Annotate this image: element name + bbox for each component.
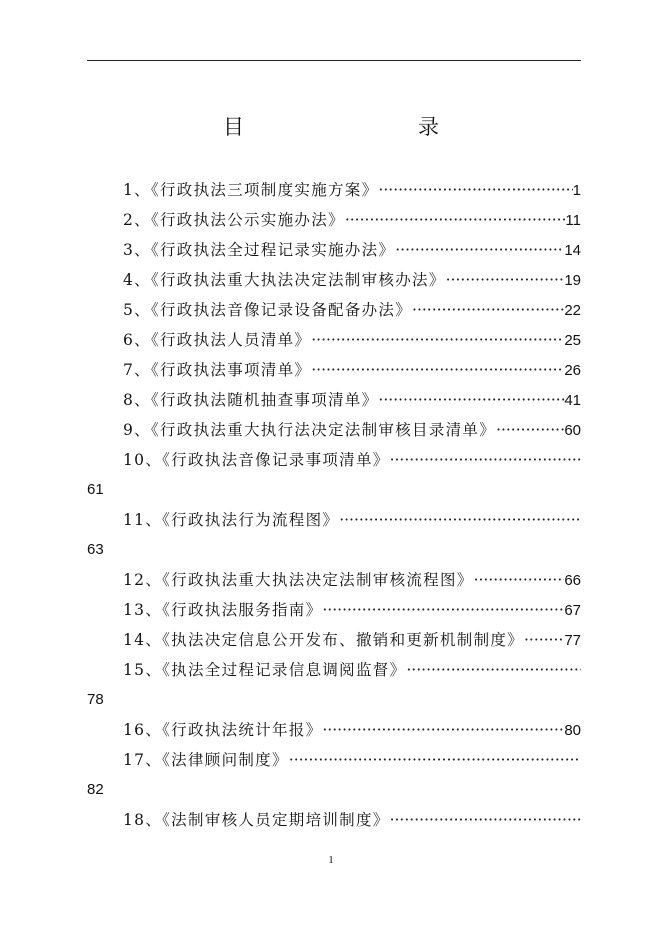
toc-entry-text: 17、《法律顾问制度》 xyxy=(123,751,289,769)
toc-entry-text: 3、《行政执法全过程记录实施办法》 xyxy=(123,241,396,259)
toc-page-number: 60 xyxy=(564,422,581,439)
toc-entry-1[interactable] xyxy=(87,175,581,205)
toc-entry-text: 6、《行政执法人员清单》 xyxy=(123,331,312,349)
toc-entry-text: 4、《行政执法重大执法决定法制审核办法》 xyxy=(123,271,446,289)
toc-entry-text: 12、《行政执法重大执法决定法制审核流程图》 xyxy=(123,571,474,589)
toc-entry-text: 14、《执法决定信息公开发布、撤销和更新机制制度》 xyxy=(123,631,524,649)
toc-entry-text: 9、《行政执法重大执行法决定法制审核目录清单》 xyxy=(123,421,497,439)
dot-leader xyxy=(311,325,564,355)
dot-leader xyxy=(524,625,564,655)
dot-leader xyxy=(406,655,581,685)
toc-entry-5[interactable] xyxy=(87,295,581,325)
toc-entry-10[interactable] xyxy=(87,445,581,475)
toc-page-number: 25 xyxy=(564,332,581,349)
header-rule xyxy=(87,60,581,61)
toc-entry-text: 11、《行政执法行为流程图》 xyxy=(123,511,340,529)
dot-leader xyxy=(322,595,564,625)
toc-page-number: 22 xyxy=(564,302,581,319)
toc-entry-14[interactable] xyxy=(87,625,581,655)
dot-leader xyxy=(378,385,564,415)
dot-leader xyxy=(311,355,564,385)
toc-entry-4[interactable] xyxy=(87,265,581,295)
dot-leader xyxy=(390,445,581,475)
toc-entry-text: 5、《行政执法音像记录设备配备办法》 xyxy=(123,301,413,319)
toc-entry-text: 2、《行政执法公示实施办法》 xyxy=(123,211,345,229)
toc-entry-text: 7、《行政执法事项清单》 xyxy=(123,361,312,379)
toc-page-number: 19 xyxy=(564,272,581,289)
toc-entry-17[interactable] xyxy=(87,745,581,775)
toc-page-number: 66 xyxy=(564,572,581,589)
toc-entry-6[interactable] xyxy=(87,325,581,355)
toc-entry-2[interactable] xyxy=(87,205,581,235)
toc-entry-15[interactable] xyxy=(87,655,581,685)
toc-entry-text: 15、《执法全过程记录信息调阅监督》 xyxy=(123,661,407,679)
toc-page-number-wrapped: 61 xyxy=(87,481,104,498)
dot-leader xyxy=(378,175,572,205)
page-footer-number: 1 xyxy=(328,854,334,866)
toc-page-number: 11 xyxy=(565,212,581,229)
dot-leader xyxy=(496,415,564,445)
toc-entry-12[interactable] xyxy=(87,565,581,595)
toc-page-number-wrapped: 63 xyxy=(87,541,104,558)
dot-leader xyxy=(289,745,581,775)
toc-entry-text: 10、《行政执法音像记录事项清单》 xyxy=(123,451,390,469)
toc-entry-9[interactable] xyxy=(87,415,581,445)
dot-leader xyxy=(339,505,581,535)
toc-page-number: 26 xyxy=(564,362,581,379)
toc-entry-text: 16、《行政执法统计年报》 xyxy=(123,721,323,739)
toc-entry-18[interactable] xyxy=(87,805,581,835)
toc-page-number: 67 xyxy=(564,602,581,619)
toc-page-number: 77 xyxy=(564,632,581,649)
dot-leader xyxy=(345,205,566,235)
dot-leader xyxy=(395,235,564,265)
toc-entry-13[interactable] xyxy=(87,595,581,625)
toc-page-number: 80 xyxy=(564,722,581,739)
dot-leader xyxy=(390,805,581,835)
toc-entry-8[interactable] xyxy=(87,385,581,415)
table-of-contents xyxy=(87,175,581,835)
toc-page-number: 41 xyxy=(564,392,581,409)
toc-entry-3[interactable] xyxy=(87,235,581,265)
dot-leader xyxy=(446,265,565,295)
toc-page-number-wrapped: 82 xyxy=(87,781,104,798)
toc-entry-11[interactable] xyxy=(87,505,581,535)
toc-page-number: 1 xyxy=(572,182,581,199)
toc-entry-text: 18、《法制审核人员定期培训制度》 xyxy=(123,811,390,829)
page-title: 目 录 xyxy=(223,115,483,139)
toc-page-number-wrapped: 78 xyxy=(87,691,104,708)
dot-leader xyxy=(474,565,565,595)
toc-entry-text: 1、《行政执法三项制度实施方案》 xyxy=(123,181,379,199)
toc-entry-7[interactable] xyxy=(87,355,581,385)
toc-entry-16[interactable] xyxy=(87,715,581,745)
dot-leader xyxy=(322,715,564,745)
toc-entry-text: 13、《行政执法服务指南》 xyxy=(123,601,323,619)
toc-entry-text: 8、《行政执法随机抽查事项清单》 xyxy=(123,391,379,409)
toc-page-number: 14 xyxy=(564,242,581,259)
dot-leader xyxy=(412,295,564,325)
